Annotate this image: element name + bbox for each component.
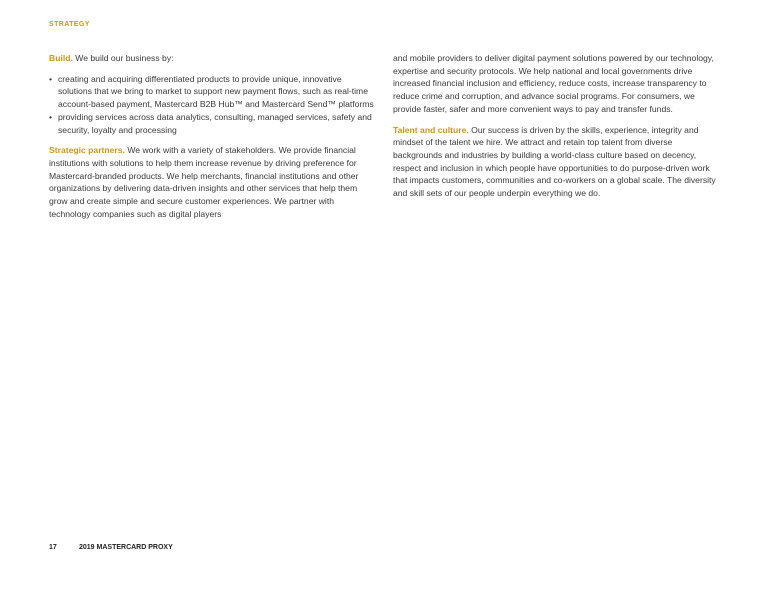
build-paragraph: [49, 52, 375, 65]
build-lead: Build.: [49, 53, 73, 63]
document-title: 2019 MASTERCARD PROXY: [79, 544, 173, 551]
partners-text: We work with a variety of stakeholders. We provide financial institutions with solutions to help them increase revenue by driving preference for Mastercard-branded products. We help merchants, financial institutions and other organizations by delivering data-driven insights and other services that help them grow and create simple and secure customer experiences. We partner with technology companies such as digital players: [49, 145, 359, 219]
page-footer: [49, 544, 173, 551]
right-column: [393, 52, 719, 208]
partners-lead: Strategic partners.: [49, 145, 125, 156]
list-item: • providing services across data analytics, consulting, managed services, safety and security, loyalty and processing: [49, 111, 375, 136]
partners-continued-paragraph: and mobile providers to deliver digital payment solutions powered by our technology, expertise and security protocols. We help national and local governments drive increased financial inclusion and efficiency, reduce costs, increase transparency to reduce crime and corruption, and advance social programs. For consumers, we provide faster, safer and more convenient ways to pay and transfer funds.: [393, 53, 714, 114]
talent-text: Our success is driven by the skills, experience, integrity and mindset of the talent we hire. We attract and retain top talent from diverse backgrounds and industries by building a world-class culture based on decency, respect and inclusion in which people have opportunities to do purpose-driven work that impacts customers, communities and co-workers on a global scale. The diversity and skill sets of our people underpin everything we do.: [393, 124, 716, 199]
talent-lead: Talent and culture.: [393, 124, 469, 135]
left-column: [49, 52, 375, 228]
page-number: 17: [49, 544, 57, 551]
build-list: [49, 73, 375, 137]
partners-paragraph: [49, 144, 375, 220]
build-text: We build our business by:: [72, 53, 174, 63]
section-label: STRATEGY: [49, 21, 90, 28]
talent-paragraph: [393, 124, 719, 200]
list-item: • creating and acquiring differentiated products to provide unique, innovative solutions that we bring to market to support new payment flows, such as real-time account-based payment, Mastercard B2B Hub™ and Mastercard Send™ platforms: [49, 73, 375, 111]
